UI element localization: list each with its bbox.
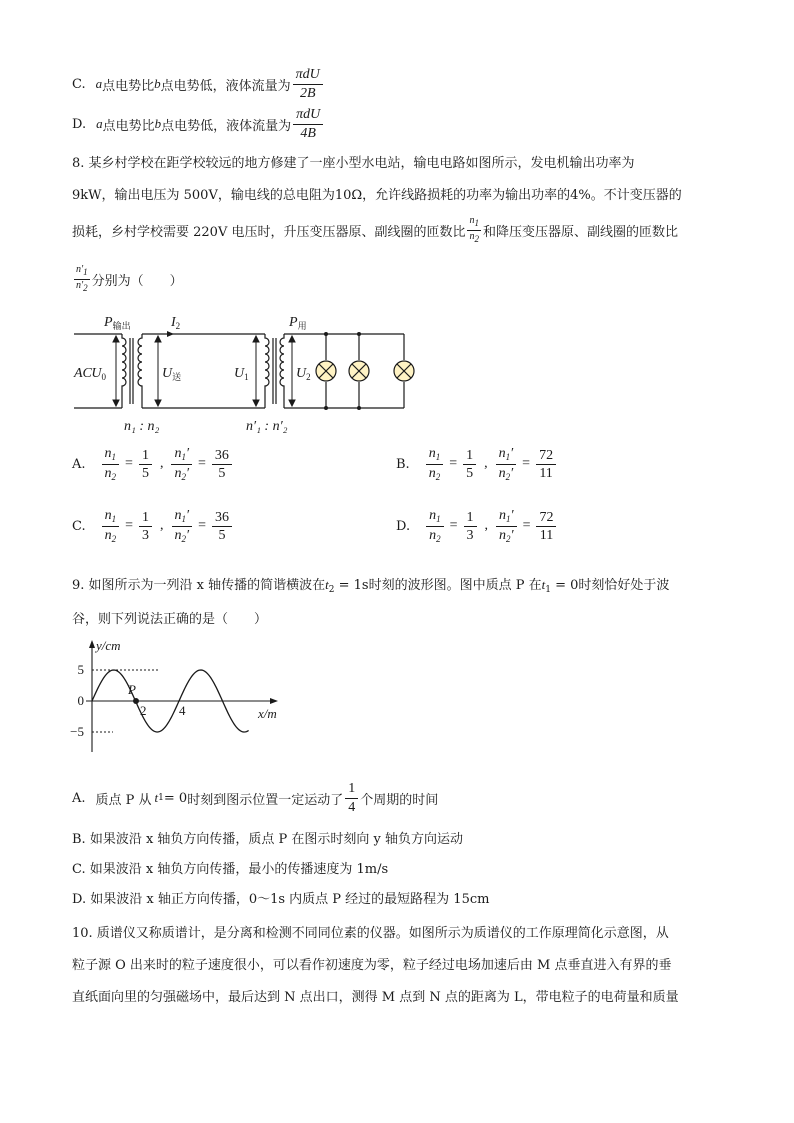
q9-tick-neg5: −5 <box>70 724 84 739</box>
q8-option-c: C. $\frac{n_1}{n_2}$ = $\frac{1}{3}$ , $\frac{n_1'}{n_2'}$ = $\frac{36}{5}$ <box>72 508 234 552</box>
q7-c-text2: 点电势低，液体流量为 <box>160 78 291 94</box>
q8-line-3b: 和降压变压器原、副线圈的匝数比 <box>482 224 678 240</box>
q9-label-p: P <box>128 682 136 697</box>
q8-line-4 <box>72 258 183 300</box>
q9-tick-5: 5 <box>77 662 84 677</box>
q8-option-d: D. $\frac{n_1}{n_2}$ = $\frac{1}{3}$ , $\frac{n_1'}{n_2'}$ = $\frac{72}{11}$ <box>396 508 558 552</box>
q8-bulbs <box>316 361 414 381</box>
q8-label-u0: $U_0$ <box>91 366 106 382</box>
q8-line-3a: 损耗，乡村学校需要 220V 电压时，升压变压器原、副线圈的匝数比 <box>72 224 466 240</box>
q8-option-b: B. $\frac{n_1}{n_2}$ = $\frac{1}{5}$ , $\frac{n_1'}{n_2'}$ = $\frac{72}{11}$ <box>396 446 558 490</box>
q9-wave-graph <box>72 638 292 758</box>
q7-option-c-label: C. <box>72 76 86 92</box>
q8-label-p-use: $P_用$ <box>289 315 307 331</box>
q8-stepup-secondary-coil <box>138 334 142 408</box>
q9-tick-4: 4 <box>179 703 186 718</box>
q7-option-d-label: D. <box>72 116 87 132</box>
q8-bulb-3-icon <box>394 361 414 381</box>
q7-option-c <box>72 64 325 104</box>
q9-xlabel: x/m <box>258 706 277 721</box>
q9-option-c: C. 如果波沿 x 轴负方向传播，最小的传播速度为 1m/s <box>72 862 389 877</box>
q8-stepup-primary-coil <box>122 334 126 408</box>
q7-c-point-a: a <box>95 76 103 91</box>
q9-tick-2: 2 <box>140 703 147 718</box>
q7-d-text1: 点电势比 <box>102 118 155 134</box>
q8-line-3 <box>72 210 678 250</box>
q7-d-point-a: a <box>96 116 103 131</box>
q9-option-b: B. 如果波沿 x 轴负方向传播，质点 P 在图示时刻向 y 轴负方向运动 <box>72 832 464 847</box>
q8-line-2: 9kW，输出电压为 500V，输电线的总电阻为10Ω，允许线路损耗的功率为输出功率的4%。不计变压器的 <box>72 188 682 203</box>
q8-label-u-send: $U_送$ <box>162 366 182 382</box>
q8-label-i2: $I_2$ <box>171 315 181 331</box>
q8-label-n1-n2: n₁ : n₂ <box>124 419 160 434</box>
q8-label-ac: AC <box>74 366 92 381</box>
q8-line-4-text: 分别为（ ） <box>91 273 183 289</box>
q10-line-3: 直纸面向里的匀强磁场中，最后达到 N 点出口，测得 M 点到 N 点的距离为 L，带电粒子的电荷量和质量 <box>72 990 679 1005</box>
q8-ratio-n1p-n2p: $\frac{n'1}{n'2}$ <box>76 264 88 293</box>
q8-circuit-diagram <box>70 308 420 438</box>
q7-d-fraction: $\frac{\text{πdU}}{4B}$ <box>293 107 323 141</box>
q7-d-text2: 点电势低，液体流量为 <box>161 118 292 134</box>
q9-tick-0: 0 <box>77 693 84 708</box>
q8-label-u1: $U_1$ <box>234 366 249 382</box>
q7-c-fraction: $\frac{\text{πdU}}{2B}$ <box>293 67 323 101</box>
q8-ratio-n1-n2: $\frac{n1}{n2}$ <box>469 215 479 244</box>
q10-line-1: 10. 质谱仪又称质谱计，是分离和检测不同同位素的仪器。如图所示为质谱仪的工作原理简化示意图，从 <box>72 926 669 941</box>
q8-label-n1p-n2p: n′₁ : n′₂ <box>246 419 288 434</box>
q9-x-arrow-icon <box>270 698 278 704</box>
q9-line-2: 谷，则下列说法正确的是（ ） <box>72 612 268 627</box>
q9-quarter-fraction: $\frac{1}{4}$ <box>345 781 358 815</box>
q8-line-1: 8. 某乡村学校在距学校较远的地方修建了一座小型水电站，输电电路如图所示，发电机输出功率为 <box>72 156 635 171</box>
q7-option-d <box>72 104 325 144</box>
q8-current-arrow <box>167 331 174 337</box>
q9-option-a: A. 质点 P 从 t 1 = 0 时刻到图示位置一定运动了 $\frac{1}{4}$ 个周期的时间 <box>72 781 439 815</box>
q9-ylabel: y/cm <box>96 638 121 653</box>
q8-option-a: A. $\frac{n_1}{n_2}$ = $\frac{1}{5}$ , $\frac{n_1'}{n_2'}$ = $\frac{36}{5}$ <box>72 446 234 490</box>
q7-d-point-b: b <box>154 116 162 131</box>
q8-label-u2: $U_2$ <box>296 366 311 382</box>
q7-c-text1: 点电势比 <box>102 78 155 94</box>
q8-bulb-2-icon <box>349 361 369 381</box>
q9-point-p <box>133 698 139 704</box>
q8-stepdown-secondary-coil <box>280 334 284 408</box>
q10-line-2: 粒子源 O 出来时的粒子速度很小，可以看作初速度为零，粒子经过电场加速后由 M 点垂直进入有界的垂 <box>72 958 672 973</box>
q8-bulb-1-icon <box>316 361 336 381</box>
q9-option-d: D. 如果波沿 x 轴正方向传播，0～1s 内质点 P 经过的最短路程为 15cm <box>72 892 490 907</box>
q9-y-arrow-icon <box>89 640 95 648</box>
q7-c-point-b: b <box>154 76 161 91</box>
q8-stepdown-primary-coil <box>265 334 269 408</box>
q8-label-p-out: $P_{输出}$ <box>104 315 131 331</box>
q9-line-1: 9. 如图所示为一列沿 x 轴传播的简谐横波在$t_2 = 1s$时刻的波形图。图中质点 P 在$t_1 = 0$时刻恰好处于波 <box>72 577 670 595</box>
